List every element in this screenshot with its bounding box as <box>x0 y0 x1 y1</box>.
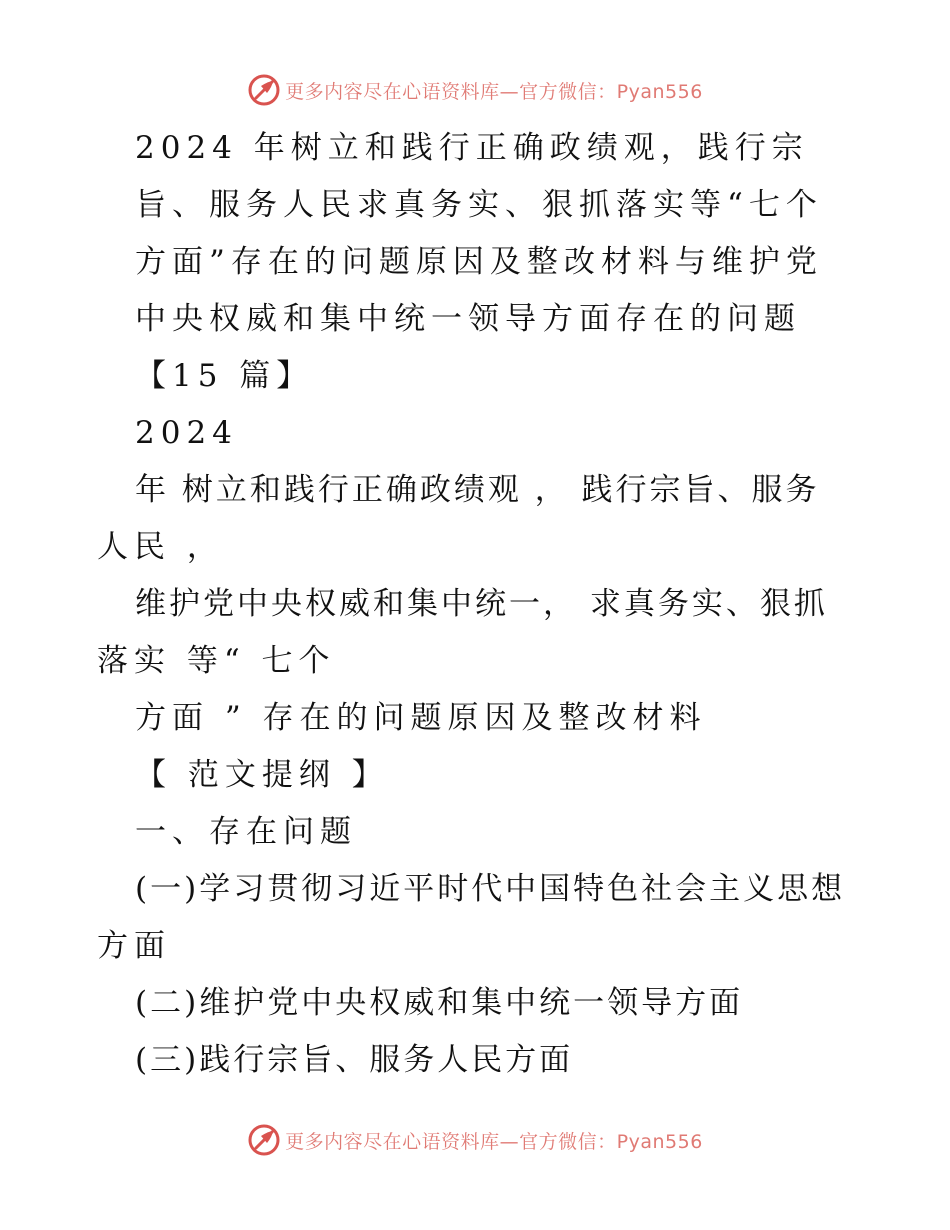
title-line-5: 【15 篇】 <box>135 358 314 394</box>
footer-watermark-text: 更多内容尽在心语资料库—官方微信：Pyan556 <box>285 1130 703 1153</box>
title-line-2: 旨、服务人民求真务实、狠抓落实等“七个 <box>135 187 823 223</box>
text-line: 方面 ” 存在的问题原因及整改材料 <box>135 700 707 736</box>
document-body <box>97 120 857 1089</box>
outline-heading: 【 范文提纲 】 <box>135 757 389 793</box>
header-watermark-banner <box>0 70 950 110</box>
list-item: (一)学习贯彻习近平时代中国特色社会主义思想 <box>135 871 846 907</box>
footer-watermark-banner <box>0 1120 950 1160</box>
text-line: 人民 ， <box>97 529 224 565</box>
list-item: (三)践行宗旨、服务人民方面 <box>135 1042 574 1078</box>
title-line-1: 2024 年树立和践行正确政绩观，践行宗 <box>135 130 809 166</box>
text-line: 2024 <box>135 415 238 451</box>
text-line: 年 树立和践行正确政绩观 ， 践行宗旨、服务 <box>135 472 820 508</box>
feather-pen-seal-icon <box>247 73 281 107</box>
list-item: (二)维护党中央权威和集中统一领导方面 <box>135 985 744 1021</box>
list-item-continuation: 方面 <box>97 928 171 964</box>
text-line: 落实 等“ 七个 <box>97 643 336 679</box>
text-line: 维护党中央权威和集中统一， 求真务实、狠抓 <box>135 586 828 622</box>
section-heading: 一、存在问题 <box>135 814 357 850</box>
feather-pen-seal-icon <box>247 1123 281 1157</box>
header-watermark-text: 更多内容尽在心语资料库—官方微信：Pyan556 <box>285 80 703 103</box>
title-line-4: 中央权威和集中统一领导方面存在的问题 <box>135 301 801 337</box>
title-line-3: 方面”存在的问题原因及整改材料与维护党 <box>135 244 823 280</box>
